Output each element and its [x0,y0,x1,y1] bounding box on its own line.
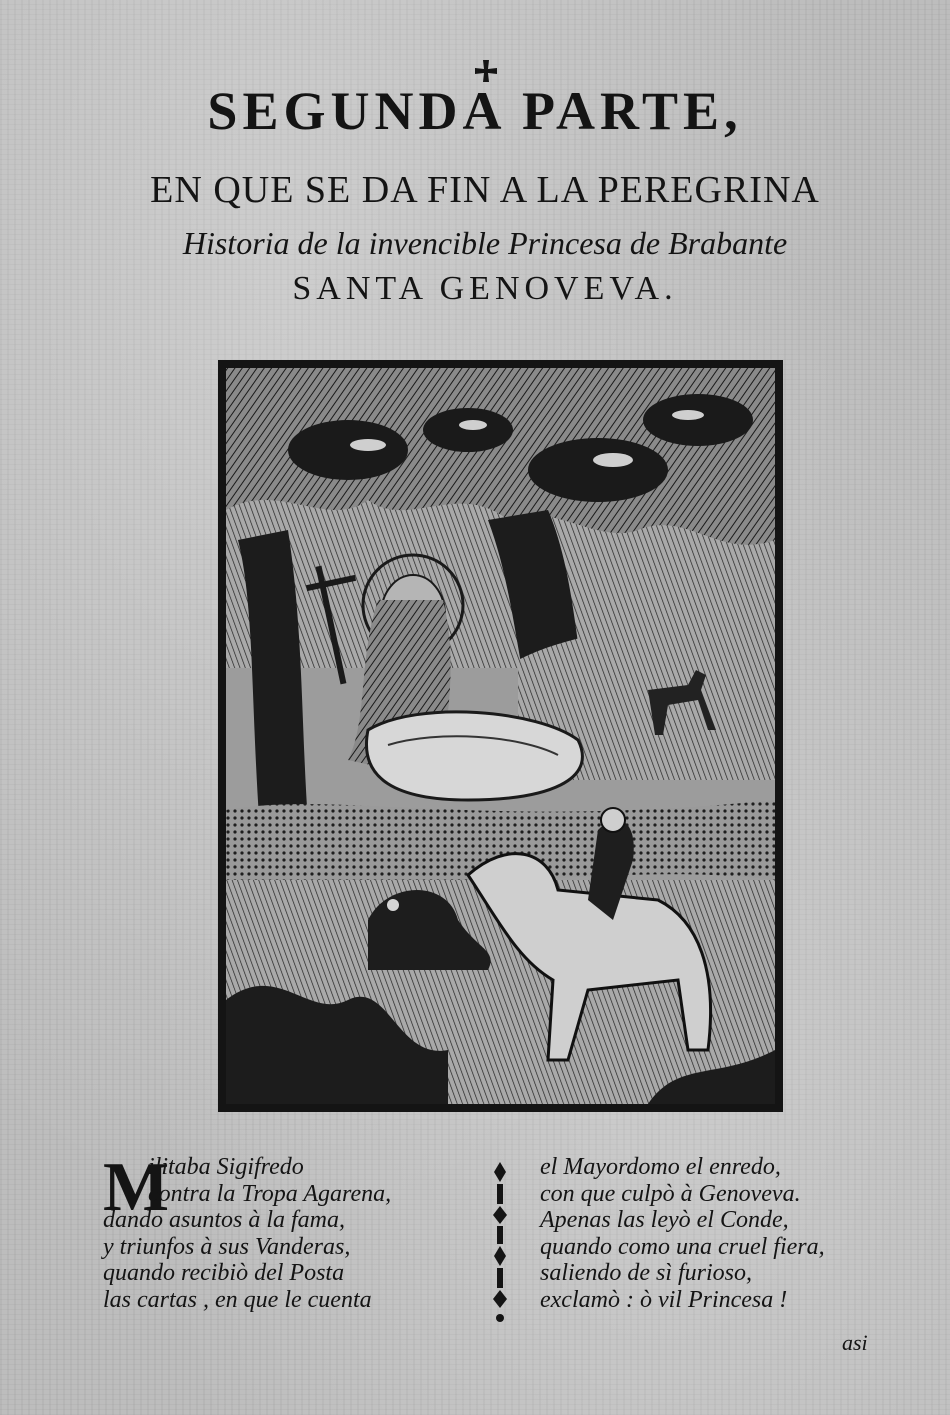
verse-line: y triunfos à sus Vanderas, [103,1233,351,1260]
verse-column-left [103,1149,473,1313]
verse-column-right [540,1154,900,1313]
title-main: SEGUNDA PARTE, [207,81,743,141]
title-saint: SANTA GENOVEVA. [292,270,678,307]
verse-line: quando como una cruel fiera, [540,1233,825,1260]
verse-line: el Mayordomo el enredo, [540,1154,781,1180]
verse-line: dando asuntos à la fama, [103,1207,346,1233]
verse-line: Apenas las leyò el Conde, [540,1207,789,1233]
title-history: Historia de la invencible Princesa de Brabante [182,225,788,261]
title-sub: EN QUE SE DA FIN A LA PEREGRINA [150,169,820,211]
verse-line: ilitaba Sigifredo [148,1154,304,1180]
verse-line: contra la Tropa Agarena, [148,1180,392,1207]
woodcut-illustration-icon [218,360,783,1112]
drop-cap: M [103,1149,170,1226]
verse-line: con que culpò à Genoveva. [540,1180,801,1207]
ornamental-divider-icon [485,1160,515,1325]
verse-line: las cartas , en que le cuenta [103,1286,372,1313]
verse-line: exclamò : ò vil Princesa ! [540,1286,788,1313]
verse-line: quando recibiò del Posta [103,1260,345,1286]
catchword: asi [842,1330,868,1355]
verse-line: saliendo de sì furioso, [540,1260,753,1286]
